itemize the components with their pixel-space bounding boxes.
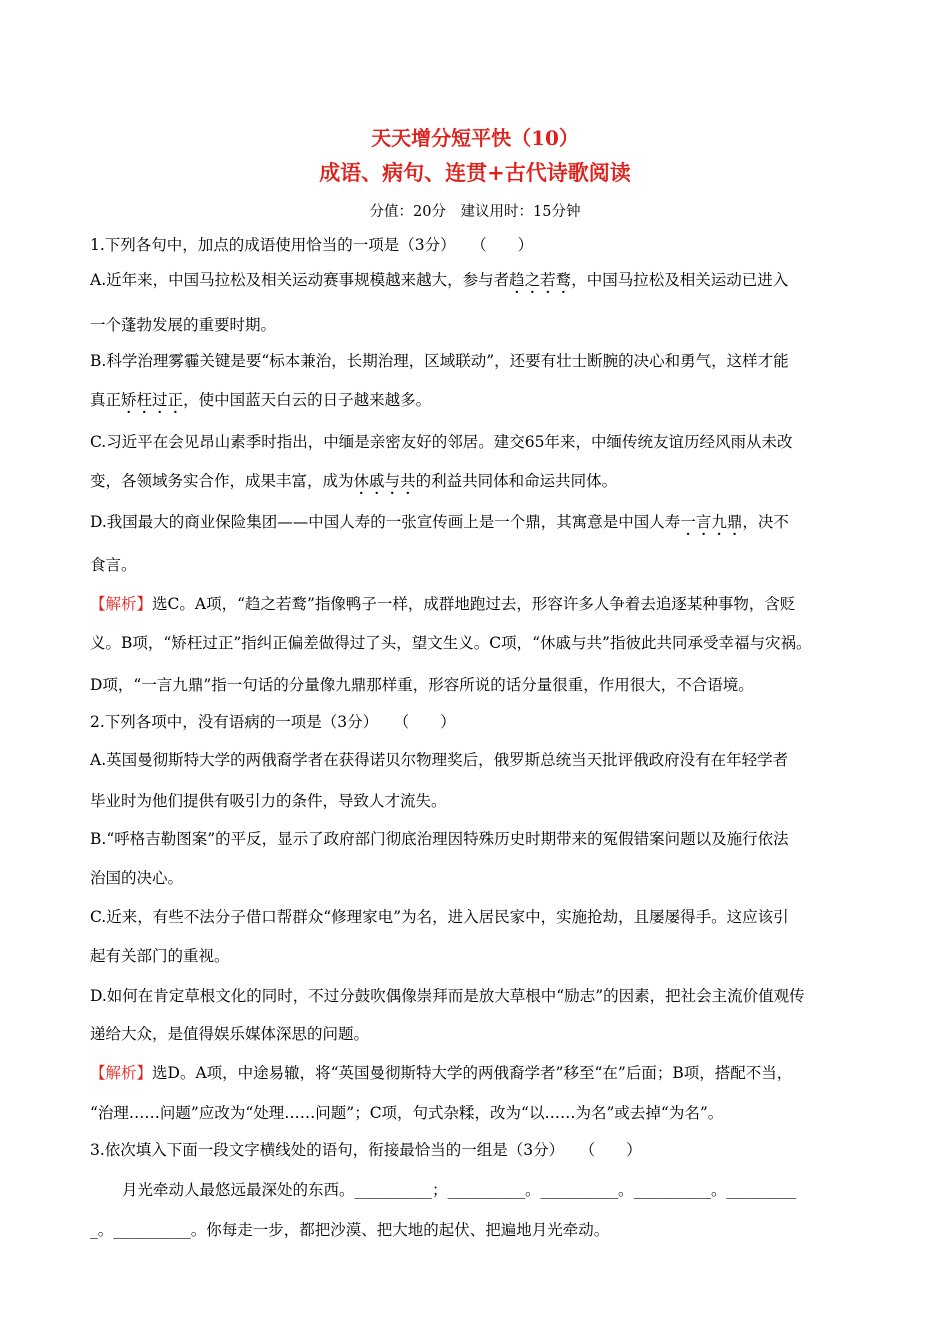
score-time-info: 分值：20分 建议用时：15分钟	[369, 204, 581, 220]
emphasis-char: 一	[680, 513, 696, 531]
q2-option-c-line2: 起有关部门的重视。	[90, 947, 230, 965]
emphasis-char: 共	[400, 472, 416, 490]
dotted-idiom	[121, 391, 183, 409]
q2-stem: 2.下列各项中，没有语病的一项是（3分） （ ）	[90, 713, 456, 731]
q2-analysis-line1: 【解析】选D。A项，中途易辙，将“英国曼彻斯特大学的两俄裔学者”移至“在”后面；B项，搭配不当，	[90, 1064, 793, 1082]
q3-stem: 3.依次填入下面一段文字横线处的语句，衔接最恰当的一组是（3分） （ ）	[90, 1141, 642, 1159]
q1-option-a-line1: A.近年来，中国马拉松及相关运动赛事规模越来越大，参与者趋之若鹜，中国马拉松及相关运动已进入	[90, 268, 788, 290]
q2-option-d-line2: 递给大众，是值得娱乐媒体深思的问题。	[90, 1025, 370, 1043]
q2-option-a-line2: 毕业时为他们提供有吸引力的条件，导致人才流失。	[90, 792, 447, 810]
q1-option-d-line1: D.我国最大的商业保险集团——中国人寿的一张宣传画上是一个鼎，其寓意是中国人寿一言九鼎，决不	[90, 510, 789, 532]
q2-option-c-line1: C.近来，有些不法分子借口帮群众“修理家电”为名，进入居民家中，实施抢劫，且屡屡得手。这应该引	[90, 908, 789, 926]
emphasis-char: 言	[695, 513, 712, 531]
q2-option-b-line1: B.“呼格吉勒图案”的平反，显示了政府部门彻底治理因特殊历史时期带来的冤假错案问题以及施行依法	[90, 830, 789, 848]
emphasis-char: 趋	[509, 271, 525, 289]
emphasis-char: 正	[167, 391, 184, 409]
emphasis-char: 鼎	[726, 513, 743, 531]
q1-stem: 1.下列各句中，加点的成语使用恰当的一项是（3分） （ ）	[90, 236, 534, 254]
emphasis-char: 矫	[121, 391, 137, 409]
q3-passage-line2: _。__________。你每走一步，都把沙漠、把大地的起伏、把遍地月光牵动。	[90, 1221, 610, 1239]
q2-option-a-line1: A.英国曼彻斯特大学的两俄裔学者在获得诺贝尔物理奖后，俄罗斯总统当天批评俄政府没有在年轻学者	[90, 751, 789, 769]
emphasis-char: 与	[384, 472, 401, 490]
q1-analysis-line3: D项，“一言九鼎”指一句话的分量像九鼎那样重，形容所说的话分量很重，作用很大，不合语境。	[90, 676, 754, 694]
emphasis-char: 若	[540, 271, 556, 289]
q1-option-d-line2: 食言。	[90, 556, 137, 574]
emphasis-char: 戚	[369, 472, 385, 490]
q1-option-a-line2: 一个蓬勃发展的重要时期。	[90, 316, 277, 334]
page-title: 天天增分短平快（10）	[371, 126, 579, 150]
q2-option-b-line2: 治国的决心。	[90, 869, 184, 887]
dotted-idiom	[509, 271, 571, 289]
q1-option-b-line1: B.科学治理雾霾关键是要“标本兼治，长期治理，区域联动”，还要有壮士断腕的决心和勇气，这样才能	[90, 352, 789, 370]
emphasis-char: 之	[524, 271, 541, 289]
emphasis-char: 休	[353, 472, 370, 490]
dotted-idiom	[354, 472, 416, 490]
q1-option-b-line2: 真正矫枉过正，使中国蓝天白云的日子越来越多。	[90, 388, 431, 410]
page-subtitle: 成语、病句、连贯+古代诗歌阅读	[319, 160, 631, 185]
emphasis-char: 枉	[136, 391, 153, 409]
q1-option-c-line2: 变，各领域务实合作，成果丰富，成为休戚与共的利益共同体和命运共同体。	[90, 469, 617, 491]
emphasis-char: 过	[152, 391, 168, 409]
dotted-idiom	[680, 513, 742, 531]
q3-passage-line1: 月光牵动人最悠远最深处的东西。__________；__________。__________。__________。_________	[122, 1181, 797, 1199]
q1-option-c-line1: C.习近平在会见昂山素季时指出，中缅是亲密友好的邻居。建交65年来，中缅传统友谊历经风雨从未改	[90, 433, 793, 451]
q1-analysis-line1: 【解析】选C。A项，“趋之若鹜”指像鸭子一样，成群地跑过去，形容许多人争着去追逐某种事物，含贬	[90, 595, 796, 613]
q2-analysis-line2: “治理……问题”应改为“处理……问题”；C项，句式杂糅，改为“以……为名”或去掉“为名”。	[90, 1104, 724, 1122]
analysis-tag: 【解析】	[90, 1064, 153, 1082]
q2-option-d-line1: D.如何在肯定草根文化的同时，不过分鼓吹偶像崇拜而是放大草根中“励志”的因素，把社会主流价值观传	[90, 987, 805, 1005]
q1-analysis-line2: 义。B项，“矫枉过正”指纠正偏差做得过了头，望文生义。C项，“休戚与共”指彼此共同承受幸福与灾祸。	[90, 634, 812, 652]
emphasis-char: 鹜	[555, 271, 572, 289]
emphasis-char: 九	[711, 513, 727, 531]
analysis-tag: 【解析】	[90, 595, 153, 613]
